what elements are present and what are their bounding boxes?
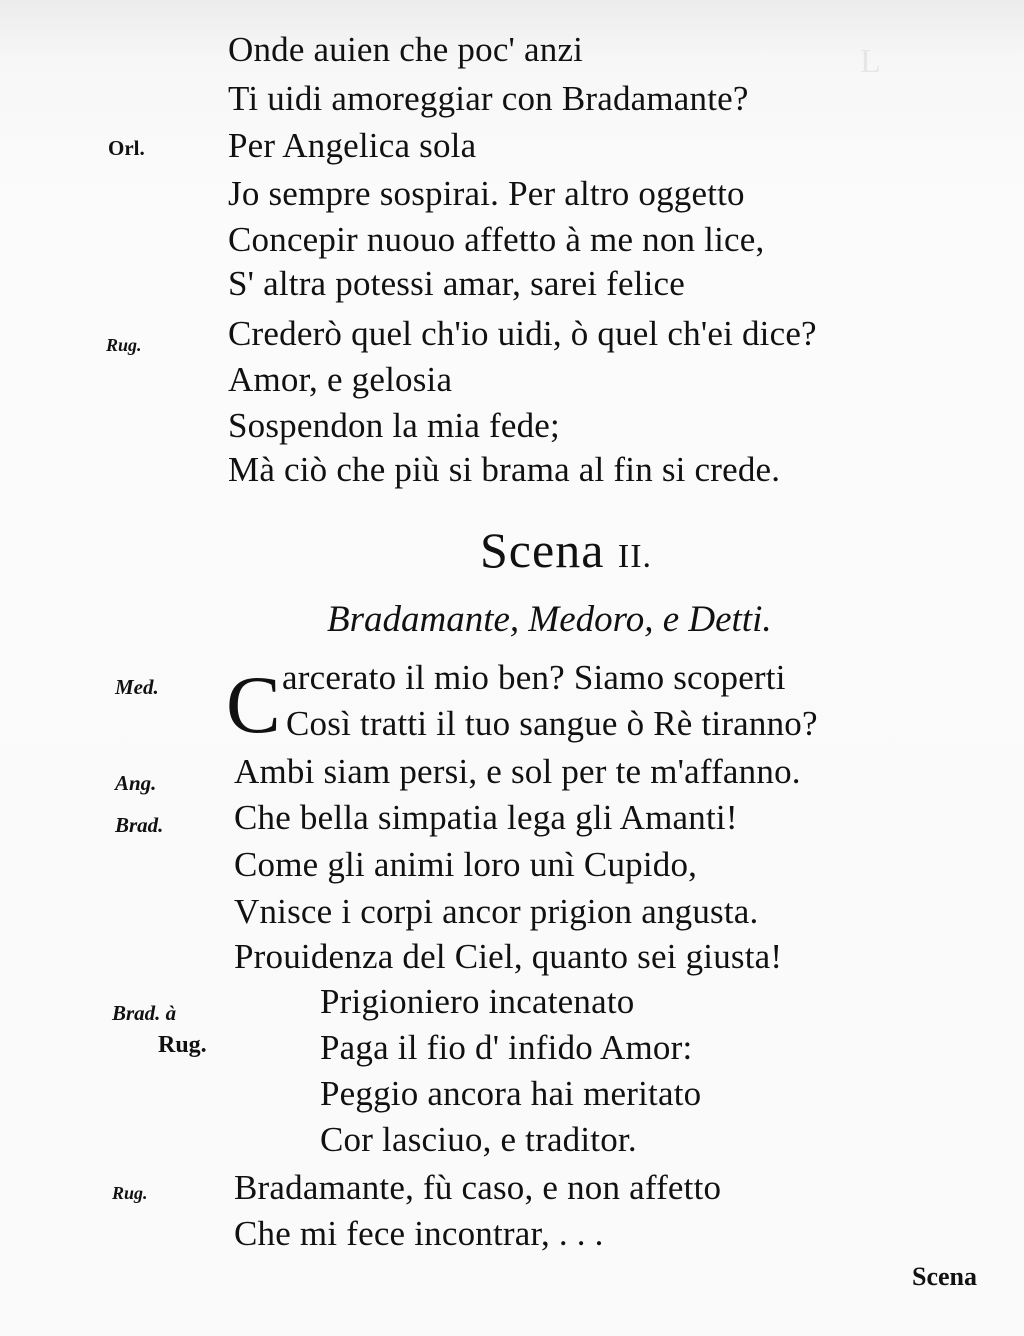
verse-line: Crederò quel ch'io uidi, ò quel ch'ei dice? — [228, 314, 817, 353]
verse-line: arcerato il mio ben? Siamo scoperti — [282, 658, 786, 697]
verse-line: Concepir nuouo affetto à me non lice, — [228, 220, 765, 259]
verse-line: Ambi siam persi, e sol per te m'affanno. — [234, 752, 801, 791]
drop-cap: C — [226, 659, 281, 750]
verse-line: Jo sempre sospirai. Per altro oggetto — [228, 174, 745, 213]
speaker-label-medoro: Med. — [115, 675, 159, 699]
verse-line: Per Angelica sola — [228, 126, 477, 165]
show-through-text: L — [860, 43, 881, 80]
speaker-label-angelica: Ang. — [115, 771, 157, 795]
verse-line: Come gli animi loro unì Cupido, — [234, 845, 698, 884]
verse-line: Mà ciò che più si brama al fin si crede. — [228, 450, 781, 489]
speaker-label-ruggiero: Rug. — [106, 335, 142, 355]
verse-line: Prouidenza del Ciel, quanto sei giusta! — [234, 937, 783, 976]
aria-line: Prigioniero incatenato — [320, 982, 635, 1021]
aria-line: Cor lasciuo, e traditor. — [320, 1120, 637, 1159]
verse-line: Sospendon la mia fede; — [228, 406, 560, 445]
verse-line: Amor, e gelosia — [228, 360, 453, 399]
verse-line: S' altra potessi amar, sarei felice — [228, 264, 685, 303]
scene-title — [480, 520, 652, 587]
scene-title-word: Scena — [480, 522, 605, 578]
scene-cast-list: Bradamante, Medoro, e Detti. — [327, 599, 772, 640]
aria-line: Paga il fio d' infido Amor: — [320, 1028, 693, 1067]
aria-line: Peggio ancora hai meritato — [320, 1074, 702, 1113]
verse-line: Così tratti il tuo sangue ò Rè tiranno? — [286, 704, 818, 743]
verse-line: Vnisce i corpi ancor prigion angusta. — [234, 892, 759, 931]
speaker-label-orlando: Orl. — [108, 136, 145, 160]
verse-line: Che bella simpatia lega gli Amanti! — [234, 798, 738, 837]
speaker-label-ruggiero: Rug. — [112, 1183, 148, 1203]
verse-line: Che mi fece incontrar, . . . — [234, 1214, 604, 1253]
speaker-label-bradamante-to-ruggiero: Brad. à — [112, 1001, 177, 1025]
speaker-label-ruggiero-addressee: Rug. — [158, 1032, 207, 1058]
verse-line: Bradamante, fù caso, e non affetto — [234, 1168, 722, 1207]
catchword: Scena — [912, 1262, 977, 1291]
scene-title-number: II. — [617, 538, 653, 575]
verse-line: Onde auien che poc' anzi — [228, 30, 584, 69]
verse-line: Ti uidi amoreggiar con Bradamante? — [228, 79, 749, 118]
speaker-label-bradamante: Brad. — [115, 813, 164, 837]
